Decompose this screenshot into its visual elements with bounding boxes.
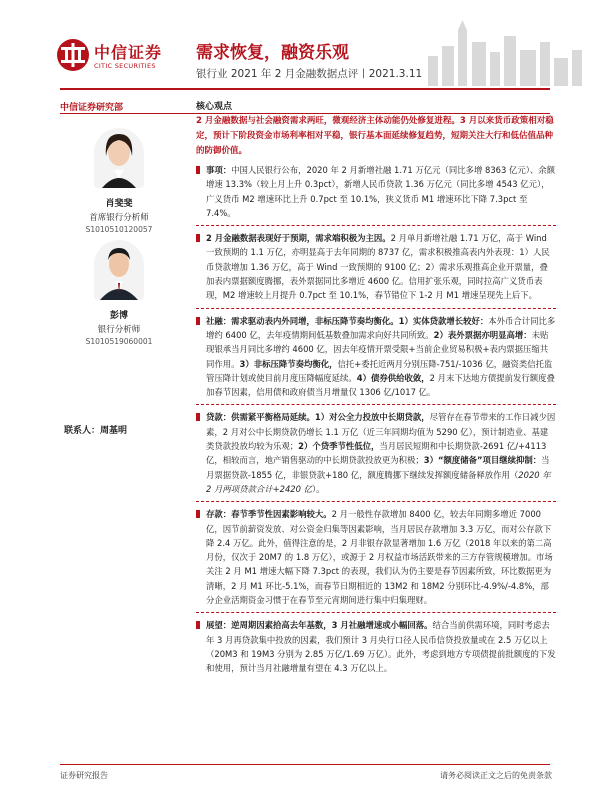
analyst-photo-icon xyxy=(94,128,144,188)
paragraph-body: 中国人民银行公布，2020 年 2 月新增社融 1.71 万亿元（同比多增 8363 亿元）、余额增速 13.3%（较上月上升 0.3pct），新增人民币贷款 1.36 万亿元（同比多增 4543 亿元），广义货币 M2 增速环比上升 0.7pct 至 10.1%，狭义货币 M1 增速环比下降 7.3pct 至 7.4%。 xyxy=(206,165,556,218)
analyst-photo-icon xyxy=(94,240,144,300)
bullet-marker-icon xyxy=(196,166,200,174)
core-view-heading: 核心观点 xyxy=(196,102,233,112)
analyst-certificate: S1010519060001 xyxy=(85,337,153,346)
research-institute-label: 中信证券研究部 xyxy=(60,103,124,113)
analyst-card xyxy=(60,128,178,234)
paragraph-body: 结合当前供需环境，同时考虑去年 3 月再贷款集中投放的因素，我们预计 3 月央行口径人民币信贷投放量或在 2.5 万亿以上（20M3 和 19M3 分别为 2.85 万亿/1.69 万亿）。此外，考虑到地方专项债提前批额度的下发和使用，预计当月社融增量有望在 4.3 万亿以上。 xyxy=(206,620,556,674)
paragraph-heading: 事项： xyxy=(206,165,232,175)
point-heading: 3）非标压降节奏均衡化， xyxy=(239,358,338,369)
summary-text: 2 月金融数据与社会融资需求两旺，微观经济主体动能仍处修复进程。3 月以来货币政策相对稳定，预计下阶段资金市场利率相对平稳，银行基本面延续修复趋势，短期关注大行和低估值品种的防御价值。 xyxy=(196,116,554,156)
dashed-divider xyxy=(196,225,556,226)
paragraph-overview xyxy=(196,231,556,302)
point-heading: 1）实体贷款增长较好： xyxy=(398,315,489,326)
footer-divider xyxy=(60,764,550,765)
paragraph-heading: 展望：逆周期因素拾高去年基数，3 月社融增速或小幅回落。 xyxy=(206,620,433,631)
dashed-divider xyxy=(196,612,556,613)
analyst-title: 银行分析师 xyxy=(97,325,141,335)
main-content xyxy=(196,114,556,676)
paragraph-heading: 社融：需求驱动表内外同增，非标压降节奏均衡化。 xyxy=(206,315,399,326)
point-note: 2020 年 2 月两项贷款合计+2420 亿 xyxy=(206,469,551,494)
bullet-marker-icon xyxy=(196,317,200,325)
point-heading: 1）对公全力投放中长期贷款， xyxy=(314,412,430,423)
dashed-divider xyxy=(196,501,556,502)
analyst-name: 肖斐斐 xyxy=(105,199,133,209)
bullet-marker-icon xyxy=(196,413,200,421)
point-heading: 3）“额度储备”项目继续抑制： xyxy=(423,455,542,466)
skyline-watermark-icon xyxy=(420,20,590,86)
point-body-end: ）。 xyxy=(311,483,325,494)
analyst-certificate: S1010510120057 xyxy=(85,225,153,234)
point-body: 本外币合计同比多增约 6400 亿，去年疫情期间低基数叠加需求向好共同所致。 xyxy=(206,315,556,340)
point-heading: 2）个贷季节性低位， xyxy=(298,441,380,452)
contact-person: 联系人：周基明 xyxy=(64,426,128,436)
paragraph-body: 2 月一般性存款增加 8400 亿，较去年同期多增近 7000 亿，因节前薪资发放、对公资金归集等因素影响，当月居民存款增加 3.3 万亿，而对公存款下降 2.4 万亿。此外，值得注意的是，2 月非银存款显著增加 1.6 万亿（2018 年以来的第二高月份，仅次于 20M7 的 1.8 万亿），或源于 2 月权益市场活跃带来的三方存管规模增加。市场关注 2 月 M1 增速大幅下降 7.3pct 的表现，我们认为仍主要是春节因素所致，环比数据更为清晰，2 月 M1 环比-5.1%，而春节日期相近的 13M2 和 18M2 分别环比-4.9%/-4.8%，部分企业活期资金习惯于在春节至元宵期间进行集中归集理财。 xyxy=(206,509,553,606)
analyst-title: 首席银行分析师 xyxy=(89,213,149,223)
report-subtitle: 银行业 2021 年 2 月金融数据点评丨2021.3.11 xyxy=(196,68,423,80)
paragraph-outlook xyxy=(196,618,556,675)
logo-english-name: CITIC SECURITIES xyxy=(94,62,156,70)
paragraph-heading: 存款：春节季节性因素影响较大。 xyxy=(206,509,332,520)
footer-report-type: 证券研究报告 xyxy=(60,771,108,780)
point-heading: 4）债券供给收敛， xyxy=(356,372,430,383)
logo-chinese-name: 中信证券 xyxy=(94,43,163,62)
sidebar xyxy=(60,96,178,113)
dashed-divider xyxy=(196,308,556,309)
paragraph-heading: 2 月金融数据表现好于预期，需求端积极为主因。 xyxy=(206,233,391,244)
footer-disclaimer: 请务必阅读正文之后的免责条款 xyxy=(440,771,552,780)
paragraph-deposits xyxy=(196,507,556,607)
paragraph-event xyxy=(196,163,556,220)
report-header xyxy=(0,0,600,96)
point-body: 2 月末下达地方债提前发行额度叠加春节因素，信用债和政府债当月增量仅 1306 亿/1017 亿。 xyxy=(206,372,555,398)
paragraph-body: 2 月单月新增社融 1.71 万亿，高于 Wind 一致预期的 1.1 万亿，亦明显高于去年同期的 8737 亿，需求积极推高表内外表现：1）人民币贷款增加 1.36 万亿，高于 Wind 一致预期的 9100 亿；2）需求乐观推高企业开票量，叠加表内票据额度腾挪，表外票据同比多增近 4600 亿。信用扩张乐观，同时拉高广义货币表现，M2 增速较上月提升 0.7pct 至 10.1%，春节错位下 1-2 月 M1 增速呈现先上后下。 xyxy=(206,233,550,301)
report-title: 需求恢复，融资乐观 xyxy=(196,43,349,63)
bullet-marker-icon xyxy=(196,510,200,518)
point-body: 当月票据贷款-1855 亿，非银贷款+180 亿，额度腾挪下继续发挥额度储备释放作用（ xyxy=(206,455,550,480)
paragraph-loans xyxy=(196,410,556,496)
analyst-card xyxy=(60,240,178,346)
point-heading: 2）表外票据亦明显高增： xyxy=(433,329,532,340)
dashed-divider xyxy=(196,404,556,405)
paragraph-social-financing xyxy=(196,314,556,400)
paragraph-heading: 贷款：供需紧平衡格局延续。 xyxy=(206,412,315,423)
citic-logo-icon xyxy=(56,38,90,72)
bullet-marker-icon xyxy=(196,234,200,242)
point-body: 未贴现银承当月同比多增约 4600 亿，因去年疫情开票受限+当前企业贸易积极+表内票据压缩共同作用。 xyxy=(206,329,549,369)
header-divider xyxy=(60,88,550,90)
bullet-marker-icon xyxy=(196,621,200,629)
analyst-name: 彭博 xyxy=(109,311,128,321)
point-body: 尽管存在春节带来的工作日减少因素，2 月对公中长期贷款仍增长 1.1 万亿（近三年同期均值为 5290 亿），预计制造业、基建类贷款投放均较为乐观； xyxy=(206,412,556,452)
point-body: 当月居民短期和中长期贷款-2691 亿/+4113 亿，相较而言，地产销售驱动的中长期贷款投放更为积极； xyxy=(206,441,547,466)
point-body: 信托+委托近两月分别压降-751/-1036 亿，融资类信托监管压降计划或使目前月度压降幅度延续。 xyxy=(206,358,553,383)
